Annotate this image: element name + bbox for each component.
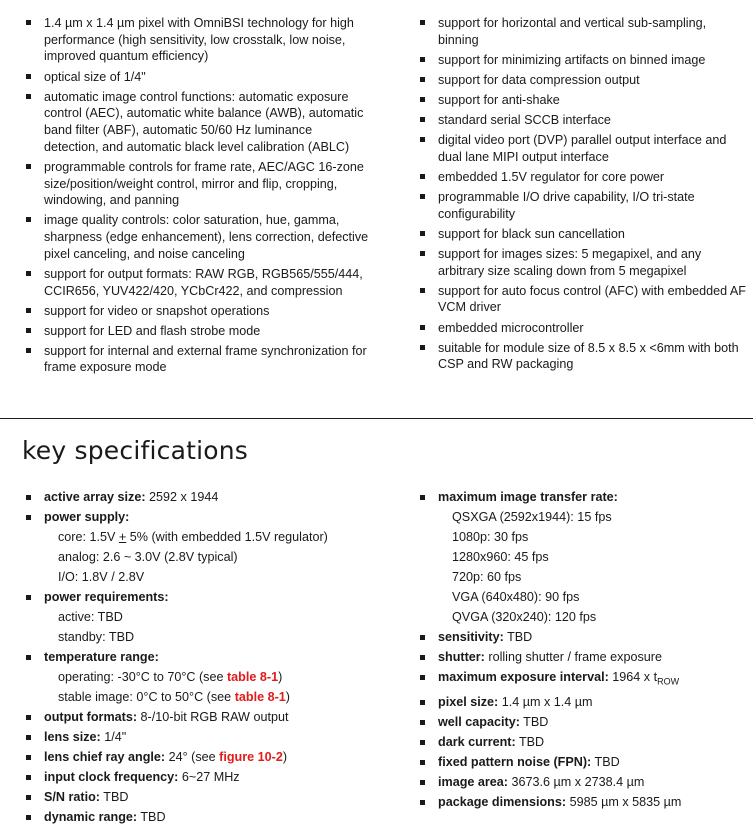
list-item: image quality controls: color saturation, hue, gamma, sharpness (edge enhancement), lens correction, defective pixel canceling, and noise canceling bbox=[24, 212, 369, 262]
spec-sub-text: 5% (with embedded 1.5V regulator) bbox=[126, 530, 328, 544]
list-item: support for LED and flash strobe mode bbox=[24, 323, 369, 340]
spec-key: maximum exposure interval: bbox=[438, 670, 609, 684]
section-divider bbox=[0, 418, 753, 419]
spec-sub-text: stable image: 0°C to 50°C (see bbox=[58, 690, 235, 704]
spec-sub-text: ) bbox=[278, 670, 283, 684]
spec-value: 8-/10-bit RGB RAW output bbox=[137, 710, 289, 724]
spec-key: output formats: bbox=[44, 710, 138, 724]
spec-fpn bbox=[418, 752, 750, 772]
spec-shutter bbox=[418, 647, 750, 667]
specs-left-list bbox=[24, 487, 404, 827]
spec-key: image area: bbox=[438, 774, 509, 789]
spec-sub-active: active: TBD bbox=[58, 610, 123, 624]
plus-minus-sign: + bbox=[118, 530, 127, 544]
spec-key: active array size: bbox=[44, 490, 146, 504]
list-item: support for anti-shake bbox=[418, 92, 750, 109]
list-item: programmable controls for frame rate, AEC/AGC 16-zone size/position/weight control, mirror and flip, cropping, windowing, and panning bbox=[24, 159, 369, 209]
spec-key: S/N ratio: bbox=[44, 790, 100, 804]
spec-dark-current bbox=[418, 732, 750, 752]
spec-sub-core bbox=[24, 527, 404, 547]
list-item: support for data compression output bbox=[418, 72, 750, 89]
spec-sn-ratio bbox=[24, 787, 404, 807]
list-item: automatic image control functions: automatic exposure control (AEC), automatic white balance (AWB), automatic band filter (ABF), automatic 50/60 Hz luminance detection, and automatic black level calibration (ABLC) bbox=[24, 89, 369, 156]
specs-right-list bbox=[418, 487, 750, 812]
spec-value: TBD bbox=[99, 790, 129, 804]
spec-max-exposure bbox=[418, 667, 750, 692]
list-item: standard serial SCCB interface bbox=[418, 112, 750, 129]
spec-sub-rate: VGA (640x480): 90 fps bbox=[452, 590, 580, 604]
spec-key: well capacity: bbox=[438, 714, 520, 729]
spec-key: sensitivity: bbox=[438, 630, 504, 644]
spec-sub-text: core: 1.5V bbox=[58, 530, 119, 544]
list-item: 1.4 µm x 1.4 µm pixel with OmniBSI technology for high performance (high sensitivity, low crosstalk, low noise, improved quantum efficiency) bbox=[24, 15, 369, 65]
spec-sensitivity bbox=[418, 627, 750, 647]
spec-key: dynamic range: bbox=[44, 810, 138, 824]
spec-value: 24° (see bbox=[165, 750, 220, 764]
spec-value: 6~27 MHz bbox=[178, 770, 240, 784]
spec-key: temperature range: bbox=[44, 650, 159, 664]
section-title: key specifications bbox=[22, 436, 248, 465]
spec-sub-rate: 720p: 60 fps bbox=[452, 570, 522, 584]
spec-value: TBD bbox=[503, 630, 533, 644]
spec-key: lens chief ray angle: bbox=[44, 750, 166, 764]
spec-value: TBD bbox=[137, 810, 166, 824]
spec-output-formats bbox=[24, 707, 404, 727]
spec-value: 3673.6 µm x 2738.4 µm bbox=[508, 774, 645, 789]
features-left-list bbox=[24, 15, 369, 376]
spec-input-clock bbox=[24, 767, 404, 787]
figure-ref-link[interactable]: figure 10-2 bbox=[219, 750, 283, 764]
spec-temperature bbox=[24, 647, 404, 667]
spec-value: 1/4" bbox=[100, 730, 127, 744]
table-ref-link[interactable]: table 8-1 bbox=[234, 690, 286, 704]
list-item: embedded microcontroller bbox=[418, 320, 750, 337]
spec-sub-rate: 1080p: 30 fps bbox=[452, 530, 529, 544]
list-item: digital video port (DVP) parallel output interface and dual lane MIPI output interface bbox=[418, 132, 750, 165]
list-item: suitable for module size of 8.5 x 8.5 x <6mm with both CSP and RW packaging bbox=[418, 340, 750, 373]
features-section bbox=[0, 15, 753, 415]
spec-package bbox=[418, 792, 750, 812]
spec-value: 1.4 µm x 1.4 µm bbox=[498, 694, 593, 709]
list-item: support for horizontal and vertical sub-sampling, binning bbox=[418, 15, 750, 48]
specs-left-column bbox=[24, 487, 404, 827]
list-item: support for black sun cancellation bbox=[418, 226, 750, 243]
spec-value: TBD bbox=[515, 734, 545, 749]
spec-key: shutter: bbox=[438, 650, 485, 664]
spec-key: fixed pattern noise (FPN): bbox=[438, 754, 592, 769]
spec-active-array bbox=[24, 487, 404, 507]
spec-sub-rate: QVGA (320x240): 120 fps bbox=[452, 610, 597, 624]
spec-key: pixel size: bbox=[438, 694, 499, 709]
list-item: support for output formats: RAW RGB, RGB565/555/444, CCIR656, YUV422/420, YCbCr422, and compression bbox=[24, 266, 369, 299]
features-right-list bbox=[418, 15, 750, 373]
spec-sub-rate: 1280x960: 45 fps bbox=[452, 550, 549, 564]
list-item: support for auto focus control (AFC) with embedded AF VCM driver bbox=[418, 283, 750, 316]
spec-key: power supply: bbox=[44, 510, 130, 524]
spec-well-capacity bbox=[418, 712, 750, 732]
spec-sub-stable bbox=[24, 687, 404, 707]
list-item: support for minimizing artifacts on binned image bbox=[418, 52, 750, 69]
spec-max-transfer bbox=[418, 487, 750, 507]
spec-value: 1964 x t bbox=[608, 670, 658, 684]
spec-key: input clock frequency: bbox=[44, 770, 179, 784]
spec-value: 5985 µm x 5835 µm bbox=[566, 794, 682, 809]
list-item: embedded 1.5V regulator for core power bbox=[418, 169, 750, 186]
spec-power-supply bbox=[24, 507, 404, 527]
spec-key: maximum image transfer rate: bbox=[438, 490, 618, 504]
spec-key: dark current: bbox=[438, 734, 516, 749]
list-item: support for internal and external frame synchronization for frame exposure mode bbox=[24, 343, 369, 376]
spec-sub-standby: standby: TBD bbox=[58, 630, 135, 644]
spec-value: TBD bbox=[591, 754, 620, 769]
spec-value: rolling shutter / frame exposure bbox=[484, 650, 662, 664]
spec-sub-text: ) bbox=[285, 690, 290, 704]
spec-sub-analog: analog: 2.6 ~ 3.0V (2.8V typical) bbox=[58, 550, 238, 564]
spec-pixel-size bbox=[418, 692, 750, 712]
spec-key: power requirements: bbox=[44, 590, 169, 604]
spec-sub-operating bbox=[24, 667, 404, 687]
spec-image-area bbox=[418, 772, 750, 792]
list-item: support for images sizes: 5 megapixel, and any arbitrary size scaling down from 5 megapixel bbox=[418, 246, 750, 279]
specs-right-column bbox=[418, 487, 750, 812]
features-right-column bbox=[418, 15, 750, 376]
list-item: programmable I/O drive capability, I/O tri-state configurability bbox=[418, 189, 750, 222]
spec-power-requirements bbox=[24, 587, 404, 607]
table-ref-link[interactable]: table 8-1 bbox=[226, 670, 279, 684]
spec-key: package dimensions: bbox=[438, 794, 567, 809]
spec-key: lens size: bbox=[44, 730, 101, 744]
spec-sub-io: I/O: 1.8V / 2.8V bbox=[58, 570, 145, 584]
features-left-column bbox=[24, 15, 369, 380]
spec-sub-text: operating: -30°C to 70°C (see bbox=[58, 670, 227, 684]
list-item: support for video or snapshot operations bbox=[24, 303, 369, 320]
spec-dynamic-range bbox=[24, 807, 404, 827]
spec-lens-size bbox=[24, 727, 404, 747]
spec-value: TBD bbox=[519, 714, 549, 729]
spec-value: ) bbox=[282, 750, 288, 764]
list-item: optical size of 1/4" bbox=[24, 69, 369, 86]
spec-cra bbox=[24, 747, 404, 767]
spec-sub-rate: QSXGA (2592x1944): 15 fps bbox=[452, 510, 612, 524]
spec-value: 2592 x 1944 bbox=[145, 490, 219, 504]
subscript-row: ROW bbox=[657, 676, 680, 687]
